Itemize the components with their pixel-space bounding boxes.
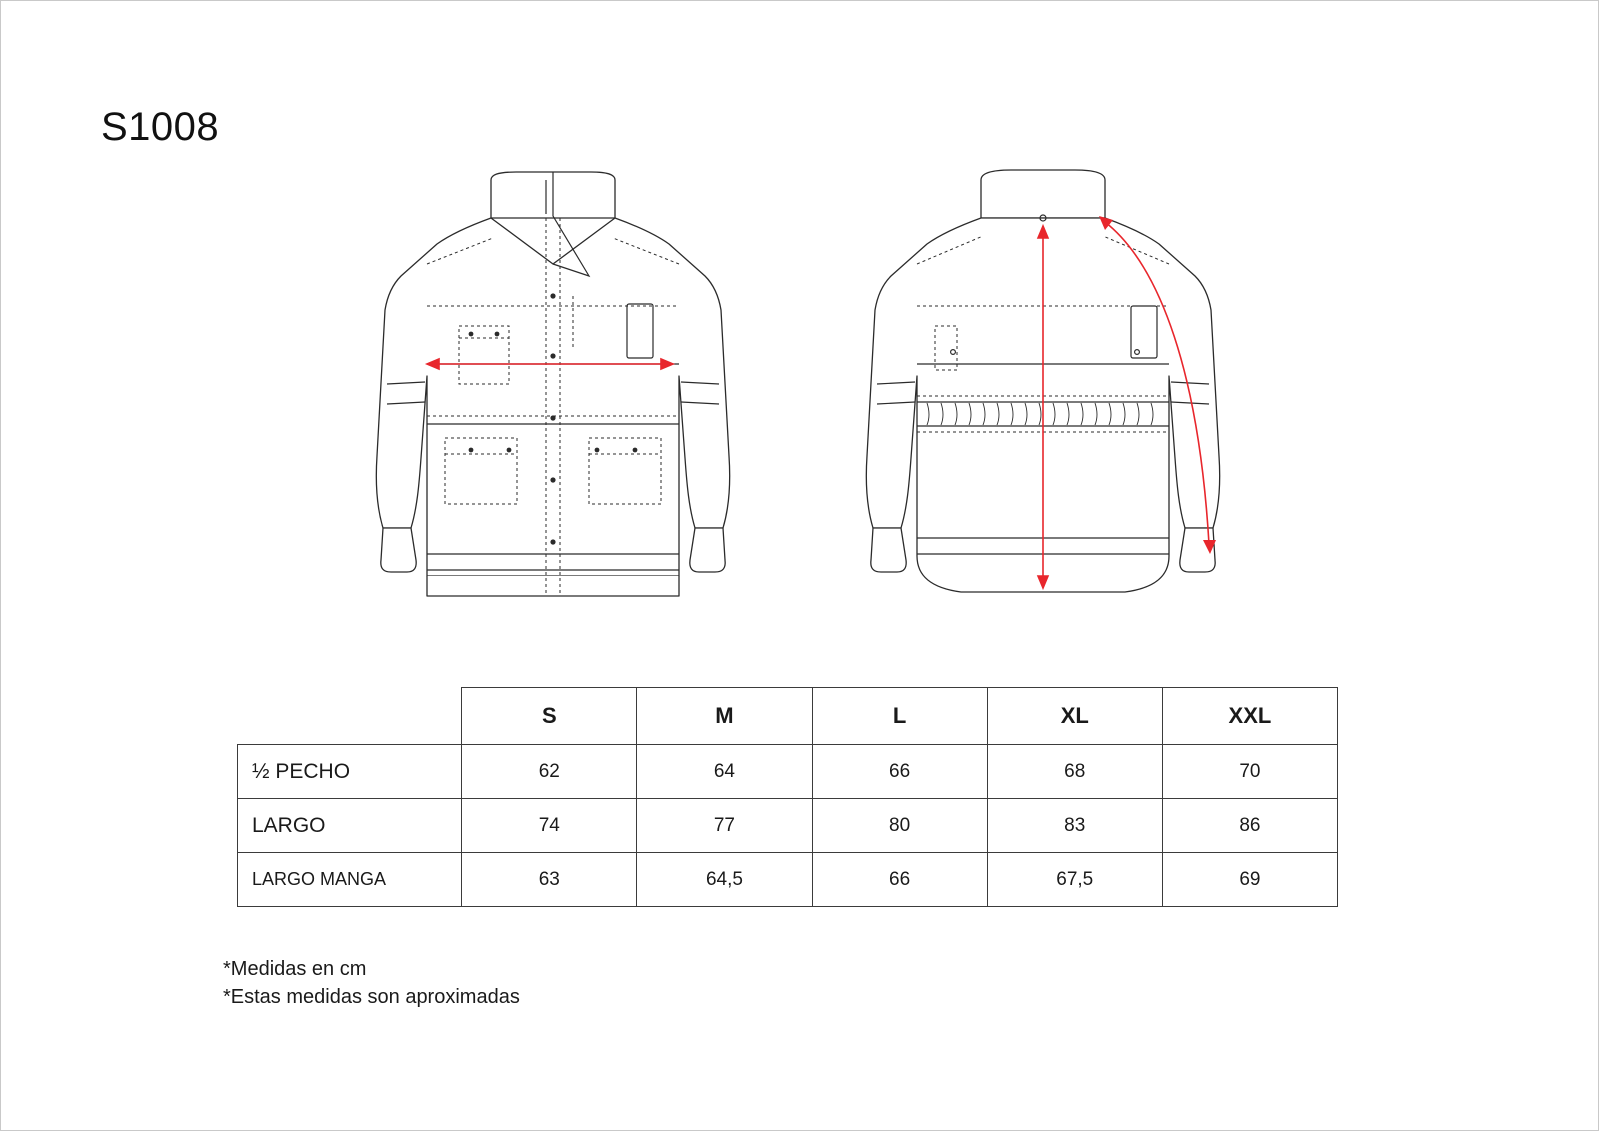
illustrations-area bbox=[331, 156, 1291, 626]
cell-half-chest-xxl: 70 bbox=[1162, 745, 1337, 799]
table-row bbox=[238, 799, 1338, 853]
cell-length-xxl: 86 bbox=[1162, 799, 1337, 853]
cell-sleeve-xl: 67,5 bbox=[987, 853, 1162, 907]
row-label-half-chest: ½ PECHO bbox=[238, 745, 462, 799]
cell-length-xl: 83 bbox=[987, 799, 1162, 853]
cell-half-chest-l: 66 bbox=[812, 745, 987, 799]
table-corner-cell bbox=[238, 688, 462, 745]
table-header-row bbox=[238, 688, 1338, 745]
table-row bbox=[238, 745, 1338, 799]
cell-half-chest-xl: 68 bbox=[987, 745, 1162, 799]
footnotes bbox=[223, 956, 520, 1011]
cell-length-m: 77 bbox=[637, 799, 812, 853]
size-measurements-table bbox=[237, 687, 1338, 907]
cell-length-s: 74 bbox=[462, 799, 637, 853]
cell-sleeve-s: 63 bbox=[462, 853, 637, 907]
cell-half-chest-m: 64 bbox=[637, 745, 812, 799]
cell-half-chest-s: 62 bbox=[462, 745, 637, 799]
cell-length-l: 80 bbox=[812, 799, 987, 853]
column-header-xxl: XXL bbox=[1162, 688, 1337, 745]
row-label-sleeve-length: LARGO MANGA bbox=[238, 853, 462, 907]
page-title: S1008 bbox=[101, 105, 220, 149]
cell-sleeve-m: 64,5 bbox=[637, 853, 812, 907]
table-row bbox=[238, 853, 1338, 907]
footnote-units: *Medidas en cm bbox=[223, 958, 367, 980]
column-header-xl: XL bbox=[987, 688, 1162, 745]
column-header-s: S bbox=[462, 688, 637, 745]
jacket-front-technical-drawing bbox=[341, 156, 771, 626]
cell-sleeve-l: 66 bbox=[812, 853, 987, 907]
row-label-length: LARGO bbox=[238, 799, 462, 853]
column-header-m: M bbox=[637, 688, 812, 745]
footnote-approximate: *Estas medidas son aproximadas bbox=[223, 985, 520, 1008]
jacket-back-technical-drawing bbox=[831, 156, 1261, 626]
column-header-l: L bbox=[812, 688, 987, 745]
cell-sleeve-xxl: 69 bbox=[1162, 853, 1337, 907]
